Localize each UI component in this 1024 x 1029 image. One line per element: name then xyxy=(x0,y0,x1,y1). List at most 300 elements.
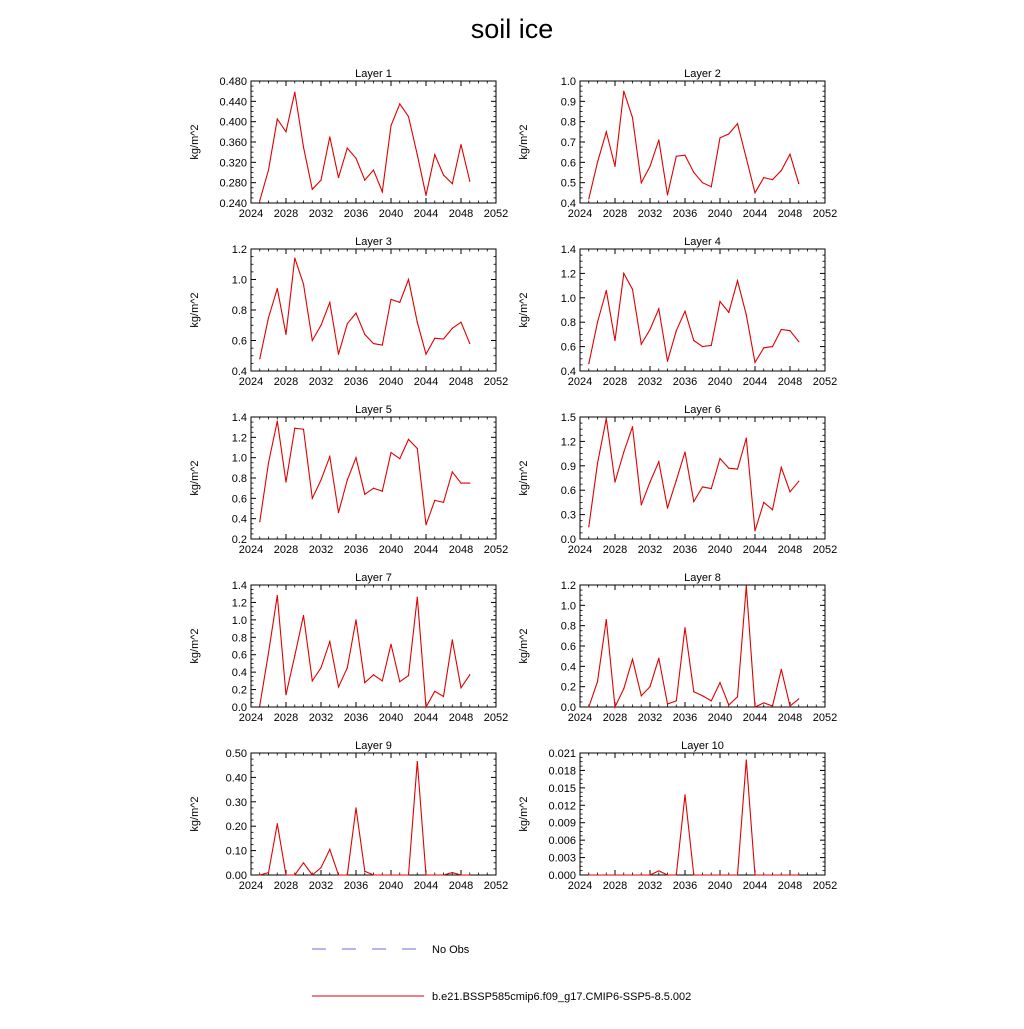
data-point xyxy=(763,702,764,703)
data-point xyxy=(277,420,278,421)
data-point xyxy=(382,491,383,492)
data-point xyxy=(702,486,703,487)
data-point xyxy=(746,314,747,315)
data-point xyxy=(285,334,286,335)
x-tick-label: 2040 xyxy=(707,376,733,388)
data-point xyxy=(382,680,383,681)
data-point xyxy=(676,480,677,481)
y-tick-label: 0.4 xyxy=(231,513,247,526)
plot-title: Layer 9 xyxy=(355,740,392,752)
data-point xyxy=(649,874,650,875)
x-tick-label: 2024 xyxy=(238,712,264,724)
data-point xyxy=(667,874,668,875)
data-point xyxy=(789,491,790,492)
y-tick-label: 0.012 xyxy=(548,800,576,813)
data-point xyxy=(355,619,356,620)
x-tick-label: 2040 xyxy=(378,544,404,556)
data-point xyxy=(434,338,435,339)
data-point xyxy=(460,687,461,688)
y-tick-label: 0.8 xyxy=(560,620,576,633)
data-point xyxy=(632,117,633,118)
data-point xyxy=(684,155,685,156)
y-tick-label: 0.480 xyxy=(219,76,247,88)
data-point xyxy=(425,195,426,196)
plot-frame xyxy=(251,81,496,203)
x-tick-label: 2024 xyxy=(567,544,593,556)
data-point xyxy=(754,874,755,875)
data-point xyxy=(658,658,659,659)
plot-title: Layer 8 xyxy=(684,572,721,584)
data-point xyxy=(728,312,729,313)
x-tick-label: 2044 xyxy=(742,376,768,388)
plot-frame xyxy=(580,81,825,203)
data-point xyxy=(338,354,339,355)
data-point xyxy=(425,524,426,525)
data-point xyxy=(702,182,703,183)
y-tick-label: 1.0 xyxy=(560,600,576,613)
data-point xyxy=(597,162,598,163)
data-point xyxy=(338,686,339,687)
data-point xyxy=(684,627,685,628)
data-point xyxy=(399,458,400,459)
y-tick-label: 0.9 xyxy=(560,460,576,473)
data-point xyxy=(728,133,729,134)
x-tick-label: 2048 xyxy=(448,880,474,892)
x-tick-label: 2044 xyxy=(413,376,439,388)
data-point xyxy=(754,192,755,193)
y-tick-label: 1.4 xyxy=(231,580,247,592)
x-tick-label: 2052 xyxy=(812,880,838,892)
x-tick-label: 2040 xyxy=(378,880,404,892)
y-tick-label: 0.5 xyxy=(560,177,576,190)
data-point xyxy=(632,659,633,660)
data-point xyxy=(408,675,409,676)
data-point xyxy=(364,180,365,181)
data-point xyxy=(798,874,799,875)
y-axis-label: kg/m^2 xyxy=(189,124,201,160)
data-point xyxy=(364,334,365,335)
y-tick-label: 1.2 xyxy=(231,597,247,610)
data-point xyxy=(763,502,764,503)
data-point xyxy=(772,509,773,510)
plot-frame xyxy=(251,249,496,371)
y-tick-label: 0.4 xyxy=(231,667,247,680)
data-point xyxy=(658,308,659,309)
x-tick-label: 2052 xyxy=(812,208,838,220)
data-point xyxy=(425,874,426,875)
y-tick-label: 0.280 xyxy=(219,177,247,190)
y-tick-label: 1.4 xyxy=(560,244,576,256)
legend xyxy=(312,944,691,1003)
y-tick-label: 1.0 xyxy=(231,614,247,627)
data-point xyxy=(781,467,782,468)
y-tick-label: 0.015 xyxy=(548,782,576,795)
data-point xyxy=(452,328,453,329)
y-tick-label: 0.240 xyxy=(219,198,247,210)
data-point xyxy=(347,667,348,668)
plot-title: Layer 3 xyxy=(355,236,392,248)
data-point xyxy=(693,501,694,502)
x-tick-label: 2052 xyxy=(812,712,838,724)
data-point xyxy=(693,172,694,173)
data-point xyxy=(320,667,321,668)
data-point xyxy=(373,343,374,344)
y-tick-label: 0.006 xyxy=(548,835,576,848)
data-point xyxy=(606,418,607,419)
y-tick-label: 0.10 xyxy=(225,845,247,858)
y-axis-label: kg/m^2 xyxy=(518,124,530,160)
y-axis-label: kg/m^2 xyxy=(518,796,530,832)
data-point xyxy=(719,682,720,683)
data-point xyxy=(373,169,374,170)
y-tick-label: 0.8 xyxy=(231,473,247,485)
chart-layer-5 xyxy=(189,404,508,556)
y-tick-label: 0.400 xyxy=(219,116,247,129)
data-point xyxy=(588,526,589,527)
x-tick-label: 2044 xyxy=(742,880,768,892)
data-point xyxy=(303,283,304,284)
data-point xyxy=(452,639,453,640)
data-point xyxy=(754,530,755,531)
data-point xyxy=(303,615,304,616)
data-point xyxy=(312,340,313,341)
y-tick-label: 0.8 xyxy=(231,305,247,317)
x-tick-label: 2052 xyxy=(483,880,509,892)
x-tick-label: 2040 xyxy=(707,544,733,556)
data-point xyxy=(390,644,391,645)
data-point xyxy=(676,700,677,701)
chart-layer-1 xyxy=(189,68,508,220)
x-tick-label: 2028 xyxy=(602,880,628,892)
x-tick-label: 2028 xyxy=(273,712,299,724)
y-tick-label: 1.2 xyxy=(560,436,576,449)
data-point xyxy=(781,669,782,670)
data-point xyxy=(588,198,589,199)
data-point xyxy=(285,131,286,132)
data-point xyxy=(268,652,269,653)
data-point xyxy=(268,872,269,873)
data-point xyxy=(649,329,650,330)
series-line xyxy=(589,760,799,875)
y-tick-label: 1.2 xyxy=(560,580,576,592)
data-point xyxy=(294,92,295,93)
data-point xyxy=(789,330,790,331)
y-tick-label: 1.5 xyxy=(560,412,576,424)
x-tick-label: 2036 xyxy=(672,208,698,220)
data-point xyxy=(312,189,313,190)
data-point xyxy=(702,695,703,696)
series-line xyxy=(589,273,799,363)
data-point xyxy=(606,290,607,291)
data-point xyxy=(719,874,720,875)
data-point xyxy=(303,429,304,430)
data-point xyxy=(320,479,321,480)
data-point xyxy=(772,346,773,347)
data-point xyxy=(614,340,615,341)
x-tick-label: 2052 xyxy=(483,208,509,220)
y-tick-label: 0.7 xyxy=(560,137,576,149)
x-tick-label: 2048 xyxy=(777,376,803,388)
y-tick-label: 0.50 xyxy=(225,748,247,760)
data-point xyxy=(781,874,782,875)
data-point xyxy=(641,504,642,505)
x-tick-label: 2032 xyxy=(308,712,334,724)
data-point xyxy=(772,705,773,706)
data-point xyxy=(329,136,330,137)
x-tick-label: 2044 xyxy=(742,208,768,220)
data-point xyxy=(338,177,339,178)
x-tick-label: 2044 xyxy=(413,544,439,556)
data-point xyxy=(408,439,409,440)
legend-label: b.e21.BSSP585cmip6.f09_g17.CMIP6-SSP5-8.5.002 xyxy=(432,991,692,1003)
data-point xyxy=(277,288,278,289)
data-point xyxy=(614,706,615,707)
y-tick-label: 0.0 xyxy=(231,702,247,714)
x-tick-label: 2052 xyxy=(812,376,838,388)
plot-frame xyxy=(580,249,825,371)
data-point xyxy=(684,311,685,312)
data-point xyxy=(294,258,295,259)
x-tick-label: 2036 xyxy=(343,712,369,724)
data-point xyxy=(417,597,418,598)
y-tick-label: 0.9 xyxy=(560,96,576,109)
data-point xyxy=(329,849,330,850)
data-point xyxy=(285,694,286,695)
data-point xyxy=(364,494,365,495)
x-tick-label: 2048 xyxy=(777,544,803,556)
data-point xyxy=(417,322,418,323)
x-tick-label: 2040 xyxy=(378,208,404,220)
y-tick-label: 0.018 xyxy=(548,765,576,778)
chart-layer-8 xyxy=(518,572,837,724)
data-point xyxy=(728,468,729,469)
data-point xyxy=(737,874,738,875)
data-point xyxy=(597,681,598,682)
x-tick-label: 2048 xyxy=(448,712,474,724)
data-point xyxy=(719,301,720,302)
data-point xyxy=(312,874,313,875)
x-tick-label: 2032 xyxy=(637,712,663,724)
data-point xyxy=(606,619,607,620)
y-tick-label: 0.4 xyxy=(560,661,576,674)
data-point xyxy=(277,595,278,596)
x-tick-label: 2052 xyxy=(812,544,838,556)
data-point xyxy=(294,428,295,429)
data-point xyxy=(259,358,260,359)
data-point xyxy=(425,706,426,707)
data-point xyxy=(623,688,624,689)
data-point xyxy=(443,874,444,875)
chart-layer-4 xyxy=(518,236,837,388)
data-point xyxy=(676,156,677,157)
y-tick-label: 0.8 xyxy=(560,317,576,330)
chart-layer-9 xyxy=(189,740,508,892)
plot-title: Layer 4 xyxy=(684,236,721,248)
y-axis-label: kg/m^2 xyxy=(518,628,530,664)
x-tick-label: 2044 xyxy=(413,880,439,892)
x-tick-label: 2040 xyxy=(707,712,733,724)
data-point xyxy=(259,705,260,706)
data-point xyxy=(737,468,738,469)
data-point xyxy=(329,302,330,303)
data-point xyxy=(693,340,694,341)
x-tick-label: 2040 xyxy=(378,376,404,388)
y-tick-label: 0.6 xyxy=(560,157,576,170)
plot-title: Layer 2 xyxy=(684,68,721,80)
data-point xyxy=(399,874,400,875)
data-point xyxy=(789,874,790,875)
plot-frame xyxy=(580,753,825,875)
data-point xyxy=(268,462,269,463)
x-tick-label: 2024 xyxy=(567,376,593,388)
x-tick-label: 2036 xyxy=(343,880,369,892)
data-point xyxy=(623,451,624,452)
data-point xyxy=(781,170,782,171)
data-point xyxy=(676,330,677,331)
y-tick-label: 0.40 xyxy=(225,772,247,785)
data-point xyxy=(789,154,790,155)
data-point xyxy=(632,289,633,290)
data-point xyxy=(746,158,747,159)
data-point xyxy=(746,438,747,439)
data-point xyxy=(399,681,400,682)
y-tick-label: 0.20 xyxy=(225,821,247,834)
data-point xyxy=(373,874,374,875)
y-tick-label: 0.4 xyxy=(560,198,576,210)
plot-title: Layer 1 xyxy=(355,68,392,80)
data-point xyxy=(285,481,286,482)
data-point xyxy=(443,338,444,339)
y-tick-label: 0.4 xyxy=(560,366,576,378)
data-point xyxy=(641,874,642,875)
data-point xyxy=(329,641,330,642)
x-tick-label: 2048 xyxy=(448,376,474,388)
data-point xyxy=(667,361,668,362)
data-point xyxy=(728,874,729,875)
data-point xyxy=(320,180,321,181)
figure-title: soil ice xyxy=(470,14,554,44)
data-point xyxy=(277,119,278,120)
data-point xyxy=(425,354,426,355)
x-tick-label: 2032 xyxy=(637,544,663,556)
x-tick-label: 2040 xyxy=(707,880,733,892)
data-point xyxy=(452,183,453,184)
data-point xyxy=(711,186,712,187)
data-point xyxy=(320,867,321,868)
series-line xyxy=(260,596,470,708)
data-point xyxy=(702,874,703,875)
x-tick-label: 2024 xyxy=(238,544,264,556)
x-tick-label: 2048 xyxy=(777,208,803,220)
data-point xyxy=(460,144,461,145)
chart-layer-7 xyxy=(189,572,508,724)
data-point xyxy=(772,179,773,180)
data-point xyxy=(390,452,391,453)
data-point xyxy=(259,521,260,522)
y-tick-label: 0.00 xyxy=(225,870,247,882)
y-tick-label: 0.8 xyxy=(231,632,247,645)
data-point xyxy=(658,139,659,140)
x-tick-label: 2032 xyxy=(637,376,663,388)
data-point xyxy=(460,322,461,323)
data-point xyxy=(312,498,313,499)
data-point xyxy=(469,482,470,483)
y-tick-label: 1.0 xyxy=(560,292,576,305)
data-point xyxy=(460,482,461,483)
series-line xyxy=(589,586,799,707)
x-tick-label: 2028 xyxy=(602,712,628,724)
x-tick-label: 2024 xyxy=(567,712,593,724)
data-point xyxy=(259,874,260,875)
data-point xyxy=(452,471,453,472)
data-point xyxy=(452,872,453,873)
series-line xyxy=(589,419,799,531)
data-point xyxy=(355,312,356,313)
plot-frame xyxy=(580,585,825,707)
data-point xyxy=(789,705,790,706)
data-point xyxy=(399,103,400,104)
x-tick-label: 2048 xyxy=(448,208,474,220)
y-axis-label: kg/m^2 xyxy=(518,460,530,496)
data-point xyxy=(676,874,677,875)
y-tick-label: 0.360 xyxy=(219,137,247,149)
data-point xyxy=(606,874,607,875)
data-point xyxy=(320,325,321,326)
x-tick-label: 2036 xyxy=(672,880,698,892)
data-point xyxy=(684,451,685,452)
data-point xyxy=(632,874,633,875)
x-tick-label: 2040 xyxy=(378,712,404,724)
y-tick-label: 1.2 xyxy=(560,268,576,281)
x-tick-label: 2028 xyxy=(273,208,299,220)
data-point xyxy=(443,696,444,697)
x-tick-label: 2052 xyxy=(483,544,509,556)
y-axis-label: kg/m^2 xyxy=(189,796,201,832)
data-point xyxy=(711,874,712,875)
y-tick-label: 0.000 xyxy=(548,870,576,882)
x-tick-label: 2052 xyxy=(483,712,509,724)
series-line xyxy=(260,421,470,525)
data-point xyxy=(649,686,650,687)
data-point xyxy=(737,696,738,697)
data-point xyxy=(434,500,435,501)
data-point xyxy=(469,181,470,182)
x-tick-label: 2044 xyxy=(742,712,768,724)
plot-title: Layer 7 xyxy=(355,572,392,584)
plot-title: Layer 5 xyxy=(355,404,392,416)
data-point xyxy=(667,194,668,195)
data-point xyxy=(434,691,435,692)
x-tick-label: 2044 xyxy=(413,712,439,724)
data-point xyxy=(597,463,598,464)
data-point xyxy=(355,457,356,458)
x-tick-label: 2028 xyxy=(273,880,299,892)
x-tick-label: 2028 xyxy=(602,208,628,220)
x-tick-label: 2036 xyxy=(343,208,369,220)
data-point xyxy=(373,674,374,675)
legend-label: No Obs xyxy=(432,944,470,956)
series-line xyxy=(260,762,470,876)
chart-layer-10 xyxy=(518,740,837,892)
y-tick-label: 0.2 xyxy=(231,684,247,697)
x-tick-label: 2032 xyxy=(308,208,334,220)
y-tick-label: 0.0 xyxy=(560,534,576,546)
y-tick-label: 0.003 xyxy=(548,852,576,865)
data-point xyxy=(649,481,650,482)
data-point xyxy=(469,343,470,344)
y-tick-label: 0.6 xyxy=(560,485,576,498)
data-point xyxy=(469,674,470,675)
